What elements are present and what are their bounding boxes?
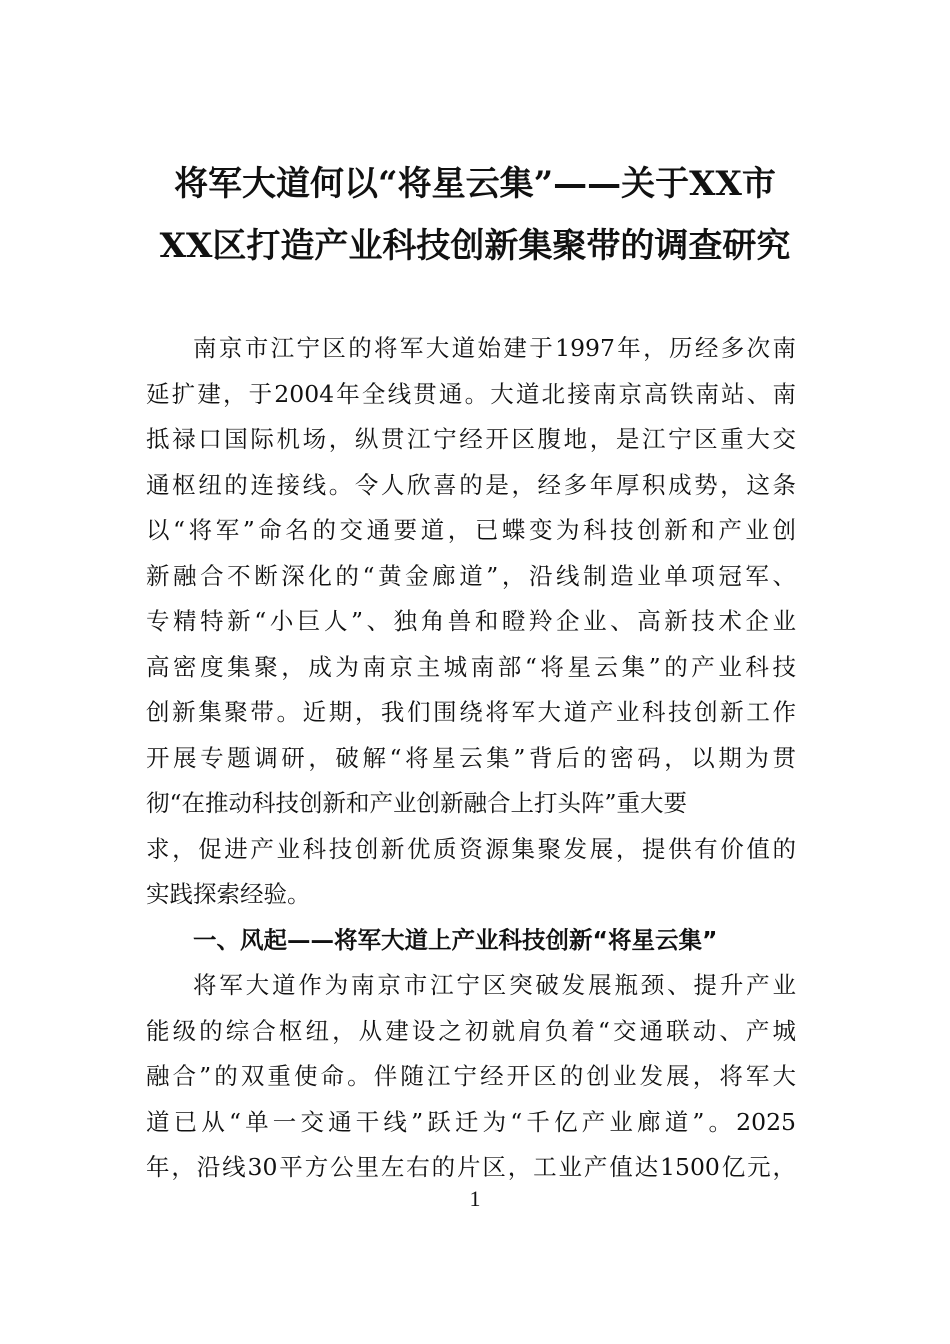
section-heading: 一、风起——将军大道上产业科技创新“将星云集”	[193, 925, 718, 954]
title-line-1: 将军大道何以“将星云集”——关于XX市	[174, 164, 776, 204]
document-title	[130, 153, 820, 277]
paragraph-1-line: 彻“在推动科技创新和产业创新融合上打头阵”重大要	[146, 789, 688, 817]
paragraph-1-line: 实践探索经验。	[146, 880, 311, 908]
paragraph-1-line: 抵禄口国际机场，纵贯江宁经开区腹地，是江宁区重大交	[146, 425, 796, 453]
paragraph-2-line: 年，沿线30平方公里左右的片区，工业产值达1500亿元，	[146, 1153, 796, 1181]
paragraph-1-line: 求，促进产业科技创新优质资源集聚发展，提供有价值的	[146, 834, 796, 863]
paragraph-1-line: 以“将军”命名的交通要道，已蝶变为科技创新和产业创	[146, 516, 796, 544]
paragraph-1-line: 开展专题调研，破解“将星云集”背后的密码，以期为贯	[146, 743, 796, 772]
paragraph-1-line: 高密度集聚，成为南京主城南部“将星云集”的产业科技	[146, 652, 796, 681]
document-body	[146, 326, 796, 1191]
paragraph-2-line: 能级的综合枢纽，从建设之初就肩负着“交通联动、产城	[146, 1016, 796, 1045]
page-number: 1	[469, 1186, 481, 1211]
paragraph-1-line: 创新集聚带。近期，我们围绕将军大道产业科技创新工作	[146, 698, 796, 726]
paragraph-1-line: 南京市江宁区的将军大道始建于1997年，历经多次南	[193, 334, 796, 362]
title-line-2: XX区打造产业科技创新集聚带的调查研究	[159, 226, 791, 266]
paragraph-1-line: 通枢纽的连接线。令人欣喜的是，经多年厚积成势，这条	[146, 470, 796, 499]
paragraph-2-line: 将军大道作为南京市江宁区突破发展瓶颈、提升产业	[193, 971, 796, 999]
paragraph-1-line: 延扩建，于2004年全线贯通。大道北接南京高铁南站、南	[146, 379, 796, 408]
paragraph-2-line: 融合”的双重使命。伴随江宁经开区的创业发展，将军大	[146, 1062, 796, 1090]
paragraph-1-line: 专精特新“小巨人”、独角兽和瞪羚企业、高新技术企业	[146, 607, 796, 635]
paragraph-1-line: 新融合不断深化的“黄金廊道”，沿线制造业单项冠军、	[146, 561, 796, 590]
paragraph-2-line: 道已从“单一交通干线”跃迁为“千亿产业廊道”。2025	[146, 1107, 796, 1136]
